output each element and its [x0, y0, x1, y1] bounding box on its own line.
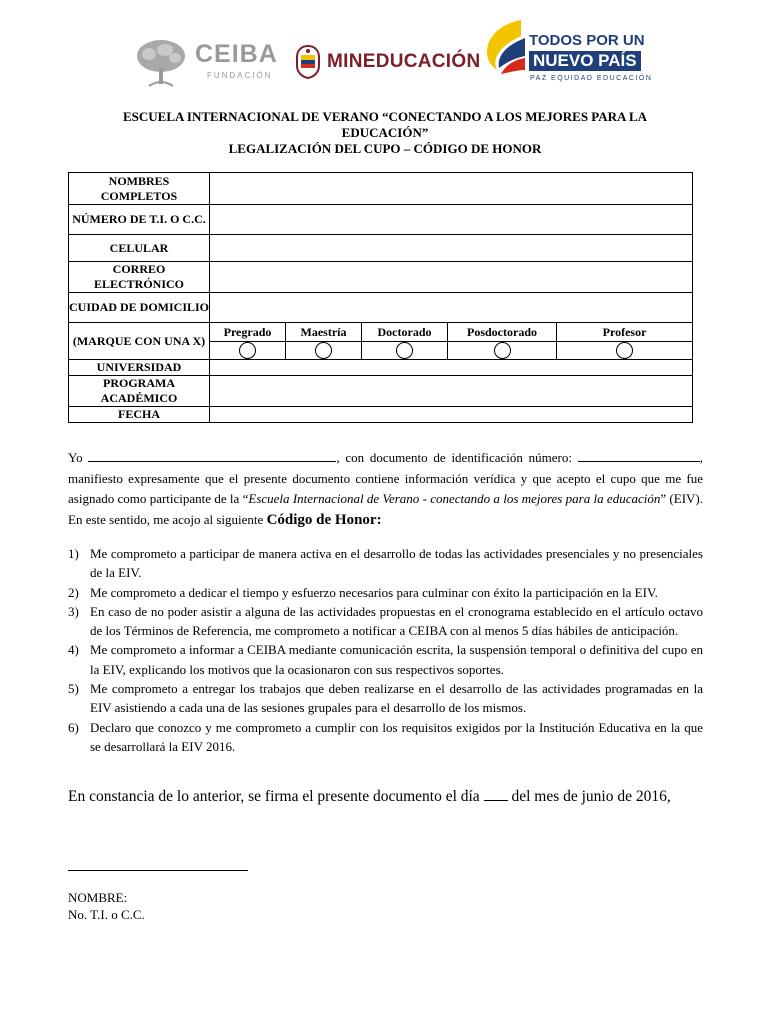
university-label: UNIVERSIDAD — [69, 360, 210, 376]
list-item-number: 3) — [68, 603, 79, 619]
option-profesor-label: Profesor — [557, 323, 693, 342]
option-doctorado-label: Doctorado — [362, 323, 448, 342]
date-label: FECHA — [69, 407, 210, 423]
list-item — [68, 583, 703, 602]
closing-text-after: del mes de junio de 2016, — [511, 788, 671, 805]
day-blank[interactable] — [484, 788, 508, 801]
todos-por-un-nuevo-pais-logo — [481, 14, 653, 86]
signature-id-label: No. T.I. o C.C. — [68, 907, 145, 922]
option-profesor-radio[interactable] — [616, 342, 633, 359]
id-number-field[interactable] — [210, 205, 693, 235]
list-item-text: En caso de no poder asistir a alguna de las actividades propuestas en el cronograma establecido en el artículo octavo de los Términos de Referencia, me comprometo a notificar a CEIBA con al menos 5 días hábiles de anticipación. — [90, 603, 703, 639]
flag-swoosh-icon — [481, 16, 527, 80]
list-item-number: 2) — [68, 584, 79, 600]
mineducacion-logo — [293, 44, 481, 80]
option-posdoctorado-radio[interactable] — [494, 342, 511, 359]
list-item-text: Me comprometo a dedicar el tiempo y esfuerzo necesarios para culminar con éxito la participación en la EIV. — [90, 584, 658, 600]
ceiba-tree-icon — [135, 36, 187, 88]
statement-body-1: manifiesto expresamente que el presente documento contiene información verídica y que acepto el cupo que me fue asignado como participante de la “ — [68, 470, 703, 506]
list-item — [68, 602, 703, 641]
colombia-seal-icon — [293, 44, 323, 80]
todos-line-3: PAZ EQUIDAD EDUCACIÓN — [530, 75, 653, 82]
email-field[interactable] — [210, 262, 693, 293]
todos-line-1: TODOS POR UN — [529, 32, 645, 49]
list-item-text: Me comprometo a informar a CEIBA mediante comunicación escrita, la suspensión temporal o definitiva del cupo en la EIV, explicando los motivos que la ocasionaron con sus respectivos soportes. — [90, 642, 703, 677]
statement-paragraph — [68, 448, 703, 530]
ceiba-wordmark: CEIBA — [195, 40, 278, 68]
option-pregrado-radio[interactable] — [239, 342, 256, 359]
list-item-text: Declaro que conozco y me comprometo a cumplir con los requisitos exigidos por la Institución Educativa en la que se desarrollará la EIV 2016. — [90, 719, 703, 754]
statement-yo: Yo — [68, 450, 83, 465]
email-label: CORREO ELECTRÓNICO — [69, 262, 210, 293]
registration-form-table — [68, 172, 693, 423]
list-item — [68, 679, 703, 718]
ceiba-logo — [135, 36, 278, 88]
date-field[interactable] — [210, 407, 693, 423]
option-doctorado-radio[interactable] — [396, 342, 413, 359]
program-field[interactable] — [210, 376, 693, 407]
full-name-label: NOMBRES COMPLETOS — [69, 173, 210, 205]
phone-label: CELULAR — [69, 235, 210, 262]
list-item-text: Me comprometo a entregar los trabajos que deben realizarse en el desarrollo de las actividades programadas en la EIV asistiendo a cada una de las sesiones grupales para el desarrollo de los mismos. — [90, 681, 703, 716]
list-item-number: 4) — [68, 642, 79, 658]
option-posdoctorado-label: Posdoctorado — [448, 323, 557, 342]
city-label: CUIDAD DE DOMICILIO — [69, 293, 210, 323]
id-number-label: NÚMERO DE T.I. O C.C. — [69, 205, 210, 235]
mark-with-x-label: (MARQUE CON UNA X) — [69, 323, 210, 360]
list-item-number: 6) — [68, 719, 79, 735]
option-pregrado-label: Pregrado — [210, 323, 286, 342]
ceiba-subtitle: FUNDACIÓN — [207, 71, 273, 80]
header-logos — [0, 14, 770, 90]
statement-id-text: , con documento de identificación número: — [336, 450, 572, 465]
option-maestria-label: Maestría — [286, 323, 362, 342]
todos-line-2: NUEVO PAÍS — [529, 51, 641, 71]
document-subtitle: LEGALIZACIÓN DEL CUPO – CÓDIGO DE HONOR — [228, 141, 542, 156]
closing-statement — [68, 788, 671, 806]
program-label: PROGRAMA ACADÉMICO — [69, 376, 210, 407]
signature-name-label: NOMBRE: — [68, 890, 128, 905]
statement-program-name: Escuela Internacional de Verano - conectando a los mejores para la educación — [248, 491, 661, 506]
honor-code-list — [68, 544, 703, 756]
option-maestria-radio[interactable] — [315, 342, 332, 359]
list-item — [68, 718, 703, 757]
list-item-text: Me comprometo a participar de manera activa en el desarrollo de todas las actividades presenciales y no presenciales de la EIV. — [90, 546, 703, 581]
document-title-line-2: EDUCACIÓN” — [341, 125, 429, 140]
document-title-line-1: ESCUELA INTERNACIONAL DE VERANO “CONECTANDO A LOS MEJORES PARA LA — [122, 109, 648, 124]
full-name-field[interactable] — [210, 173, 693, 205]
list-item-number: 5) — [68, 681, 79, 697]
city-field[interactable] — [210, 293, 693, 323]
list-item-number: 1) — [68, 546, 79, 561]
university-field[interactable] — [210, 360, 693, 376]
name-blank[interactable] — [88, 449, 336, 462]
list-item — [68, 544, 703, 583]
signature-line[interactable] — [68, 870, 248, 871]
honor-code-heading: Código de Honor: — [266, 511, 382, 528]
mineducacion-wordmark: MINEDUCACIÓN — [327, 51, 481, 72]
statement-body-2: ” (EIV). En este sentido, me acojo al siguiente — [68, 491, 703, 527]
list-item — [68, 640, 703, 679]
statement-comma: , — [699, 450, 704, 465]
closing-text-before: En constancia de lo anterior, se firma el presente documento el día — [68, 788, 480, 805]
phone-field[interactable] — [210, 235, 693, 262]
id-blank[interactable] — [578, 449, 700, 462]
